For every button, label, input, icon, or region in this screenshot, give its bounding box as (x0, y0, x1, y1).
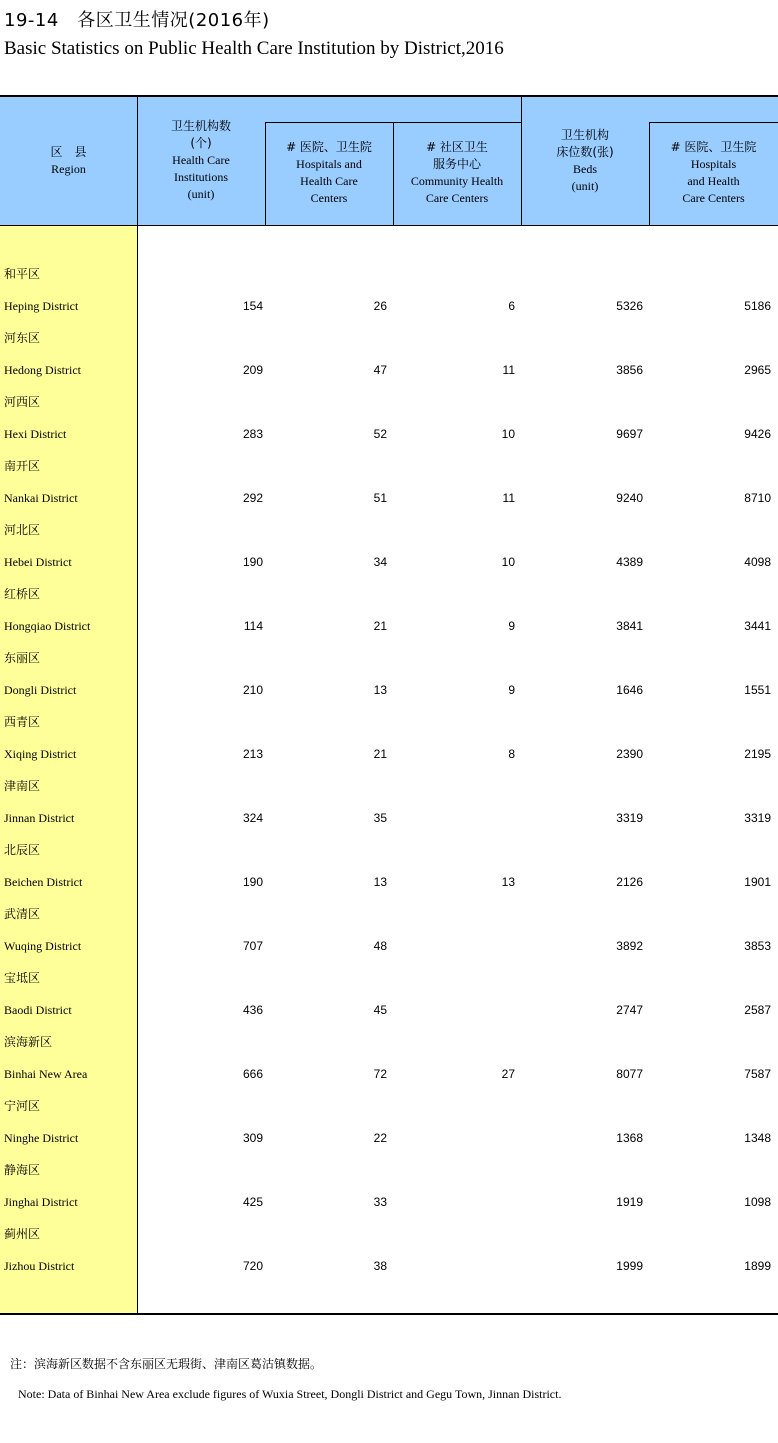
cell-community: 9 (508, 683, 515, 697)
region-name-en: Dongli District (4, 683, 77, 697)
region-name-cn: 宁河区 (4, 1099, 41, 1113)
cell-beds: 3319 (616, 811, 643, 825)
cell-beds: 4389 (616, 555, 643, 569)
table-row (0, 265, 778, 329)
cell-institutions: 425 (242, 1195, 263, 1209)
cell-community: 27 (501, 1067, 515, 1081)
cell-hospitals: 72 (373, 1067, 387, 1081)
cell-institutions: 707 (242, 939, 263, 953)
table-row (0, 1033, 778, 1097)
cell-community: 11 (502, 491, 515, 505)
region-name-cn: 河西区 (4, 395, 41, 409)
cell-hospitals: 45 (373, 1003, 387, 1017)
cell-institutions: 283 (242, 427, 263, 441)
table-row (0, 1097, 778, 1161)
divider-header (649, 122, 778, 123)
cell-beds: 3892 (616, 939, 643, 953)
cell-community: 10 (501, 427, 515, 441)
divider-header (265, 122, 521, 123)
cell-beds-hospitals: 3319 (744, 811, 771, 825)
cell-community: 11 (502, 363, 515, 377)
region-name-cn: 西青区 (4, 715, 41, 729)
region-name-en: Beichen District (4, 875, 83, 889)
cell-institutions: 210 (242, 683, 263, 697)
table-title-cn: 19-14 各区卫生情况(2016年) (4, 10, 270, 31)
region-name-en: Binhai New Area (4, 1067, 88, 1081)
table-row (0, 393, 778, 457)
header-beds-hospitals: # 医院、卫生院 Hospitals and Health Care Centers (670, 140, 757, 205)
cell-institutions: 436 (242, 1003, 263, 1017)
region-name-cn: 津南区 (4, 779, 41, 793)
cell-beds-hospitals: 2195 (744, 747, 771, 761)
cell-hospitals: 34 (373, 555, 387, 569)
region-name-en: Baodi District (4, 1003, 72, 1017)
cell-beds-hospitals: 8710 (744, 491, 771, 505)
cell-institutions: 190 (242, 875, 263, 889)
table-row (0, 969, 778, 1033)
cell-beds: 8077 (616, 1067, 643, 1081)
cell-beds-hospitals: 2587 (744, 1003, 771, 1017)
cell-hospitals: 22 (373, 1131, 387, 1145)
cell-hospitals: 52 (373, 427, 387, 441)
cell-hospitals: 33 (373, 1195, 387, 1209)
cell-beds: 1999 (616, 1259, 643, 1273)
table-title-en: Basic Statistics on Public Health Care Institution by District,2016 (4, 38, 504, 59)
cell-beds: 2390 (616, 747, 643, 761)
cell-community: 8 (508, 747, 515, 761)
cell-community: 9 (508, 619, 515, 633)
region-name-cn: 东丽区 (4, 651, 41, 665)
cell-beds: 3841 (616, 619, 643, 633)
cell-beds: 2126 (616, 875, 643, 889)
cell-hospitals: 48 (373, 939, 387, 953)
cell-hospitals: 13 (373, 875, 387, 889)
cell-hospitals: 21 (373, 747, 387, 761)
cell-hospitals: 21 (373, 619, 387, 633)
table-row (0, 329, 778, 393)
header-hospitals: # 医院、卫生院 Hospitals and Health Care Centers (286, 140, 372, 205)
cell-hospitals: 35 (373, 811, 387, 825)
cell-beds: 5326 (616, 299, 643, 313)
cell-institutions: 720 (242, 1259, 263, 1273)
region-name-en: Xiqing District (4, 747, 77, 761)
cell-beds: 1919 (616, 1195, 643, 1209)
cell-beds-hospitals: 2965 (744, 363, 771, 377)
cell-beds-hospitals: 7587 (744, 1067, 771, 1081)
table-row (0, 841, 778, 905)
table-row (0, 457, 778, 521)
cell-beds-hospitals: 9426 (744, 427, 771, 441)
cell-hospitals: 38 (373, 1259, 387, 1273)
region-name-en: Ninghe District (4, 1131, 79, 1145)
cell-beds: 2747 (616, 1003, 643, 1017)
cell-hospitals: 51 (373, 491, 387, 505)
table-row (0, 585, 778, 649)
cell-beds-hospitals: 1551 (744, 683, 771, 697)
cell-institutions: 292 (242, 491, 263, 505)
table-row (0, 905, 778, 969)
cell-beds-hospitals: 1901 (744, 875, 771, 889)
table-row (0, 777, 778, 841)
region-name-en: Nankai District (4, 491, 78, 505)
region-name-en: Jizhou District (4, 1259, 75, 1273)
table-row (0, 521, 778, 585)
cell-institutions: 309 (242, 1131, 263, 1145)
region-name-cn: 滨海新区 (4, 1035, 53, 1049)
cell-beds: 9240 (616, 491, 643, 505)
cell-beds: 1368 (616, 1131, 643, 1145)
footnote-cn: 注：滨海新区数据不含东丽区无瑕街、津南区葛沽镇数据。 (10, 1357, 323, 1371)
cell-institutions: 666 (242, 1067, 263, 1081)
region-name-cn: 南开区 (4, 459, 41, 473)
header-institutions: 卫生机构数 (个) Health Care Institutions (unit) (170, 119, 231, 201)
bottom-rule (0, 1313, 778, 1315)
cell-institutions: 190 (242, 555, 263, 569)
region-name-en: Hedong District (4, 363, 81, 377)
region-name-cn: 河北区 (4, 523, 41, 537)
region-name-cn: 北辰区 (4, 843, 41, 857)
region-name-en: Jinnan District (4, 811, 75, 825)
region-name-cn: 武清区 (4, 907, 41, 921)
cell-institutions: 154 (242, 299, 263, 313)
region-name-en: Hongqiao District (4, 619, 91, 633)
region-name-en: Hexi District (4, 427, 67, 441)
table-row (0, 1161, 778, 1225)
cell-community: 13 (501, 875, 515, 889)
region-name-en: Heping District (4, 299, 79, 313)
cell-beds-hospitals: 3441 (744, 619, 771, 633)
cell-beds-hospitals: 1098 (744, 1195, 771, 1209)
region-name-cn: 蓟州区 (4, 1227, 41, 1241)
cell-beds-hospitals: 1348 (744, 1131, 771, 1145)
cell-hospitals: 47 (373, 363, 387, 377)
region-name-cn: 红桥区 (4, 587, 41, 601)
cell-institutions: 324 (242, 811, 263, 825)
cell-beds: 9697 (616, 427, 643, 441)
region-name-en: Wuqing District (4, 939, 82, 953)
cell-beds: 3856 (616, 363, 643, 377)
top-rule (0, 95, 778, 97)
region-name-cn: 静海区 (4, 1163, 41, 1177)
table-row (0, 713, 778, 777)
cell-beds-hospitals: 4098 (744, 555, 771, 569)
cell-community: 6 (508, 299, 515, 313)
header-beds: 卫生机构 床位数(张) Beds (unit) (556, 128, 614, 193)
region-name-cn: 河东区 (4, 331, 41, 345)
cell-beds-hospitals: 5186 (744, 299, 771, 313)
cell-beds: 1646 (616, 683, 643, 697)
cell-beds-hospitals: 3853 (744, 939, 771, 953)
cell-hospitals: 26 (373, 299, 387, 313)
table-row (0, 1225, 778, 1289)
region-name-en: Jinghai District (4, 1195, 78, 1209)
cell-institutions: 209 (242, 363, 263, 377)
region-name-cn: 和平区 (4, 267, 41, 281)
cell-beds-hospitals: 1899 (744, 1259, 771, 1273)
region-name-en: Hebei District (4, 555, 72, 569)
footnote-en: Note: Data of Binhai New Area exclude figures of Wuxia Street, Dongli District and Gegu Town, Jinnan District. (18, 1387, 562, 1401)
header-rule (0, 225, 778, 226)
table-row (0, 649, 778, 713)
header-region: 区 县 Region (50, 145, 87, 176)
cell-institutions: 114 (243, 619, 263, 633)
cell-institutions: 213 (242, 747, 263, 761)
region-name-cn: 宝坻区 (4, 971, 41, 985)
header-community: # 社区卫生 服务中心 Community Health Care Centers (410, 140, 504, 205)
cell-community: 10 (501, 555, 515, 569)
cell-hospitals: 13 (373, 683, 387, 697)
